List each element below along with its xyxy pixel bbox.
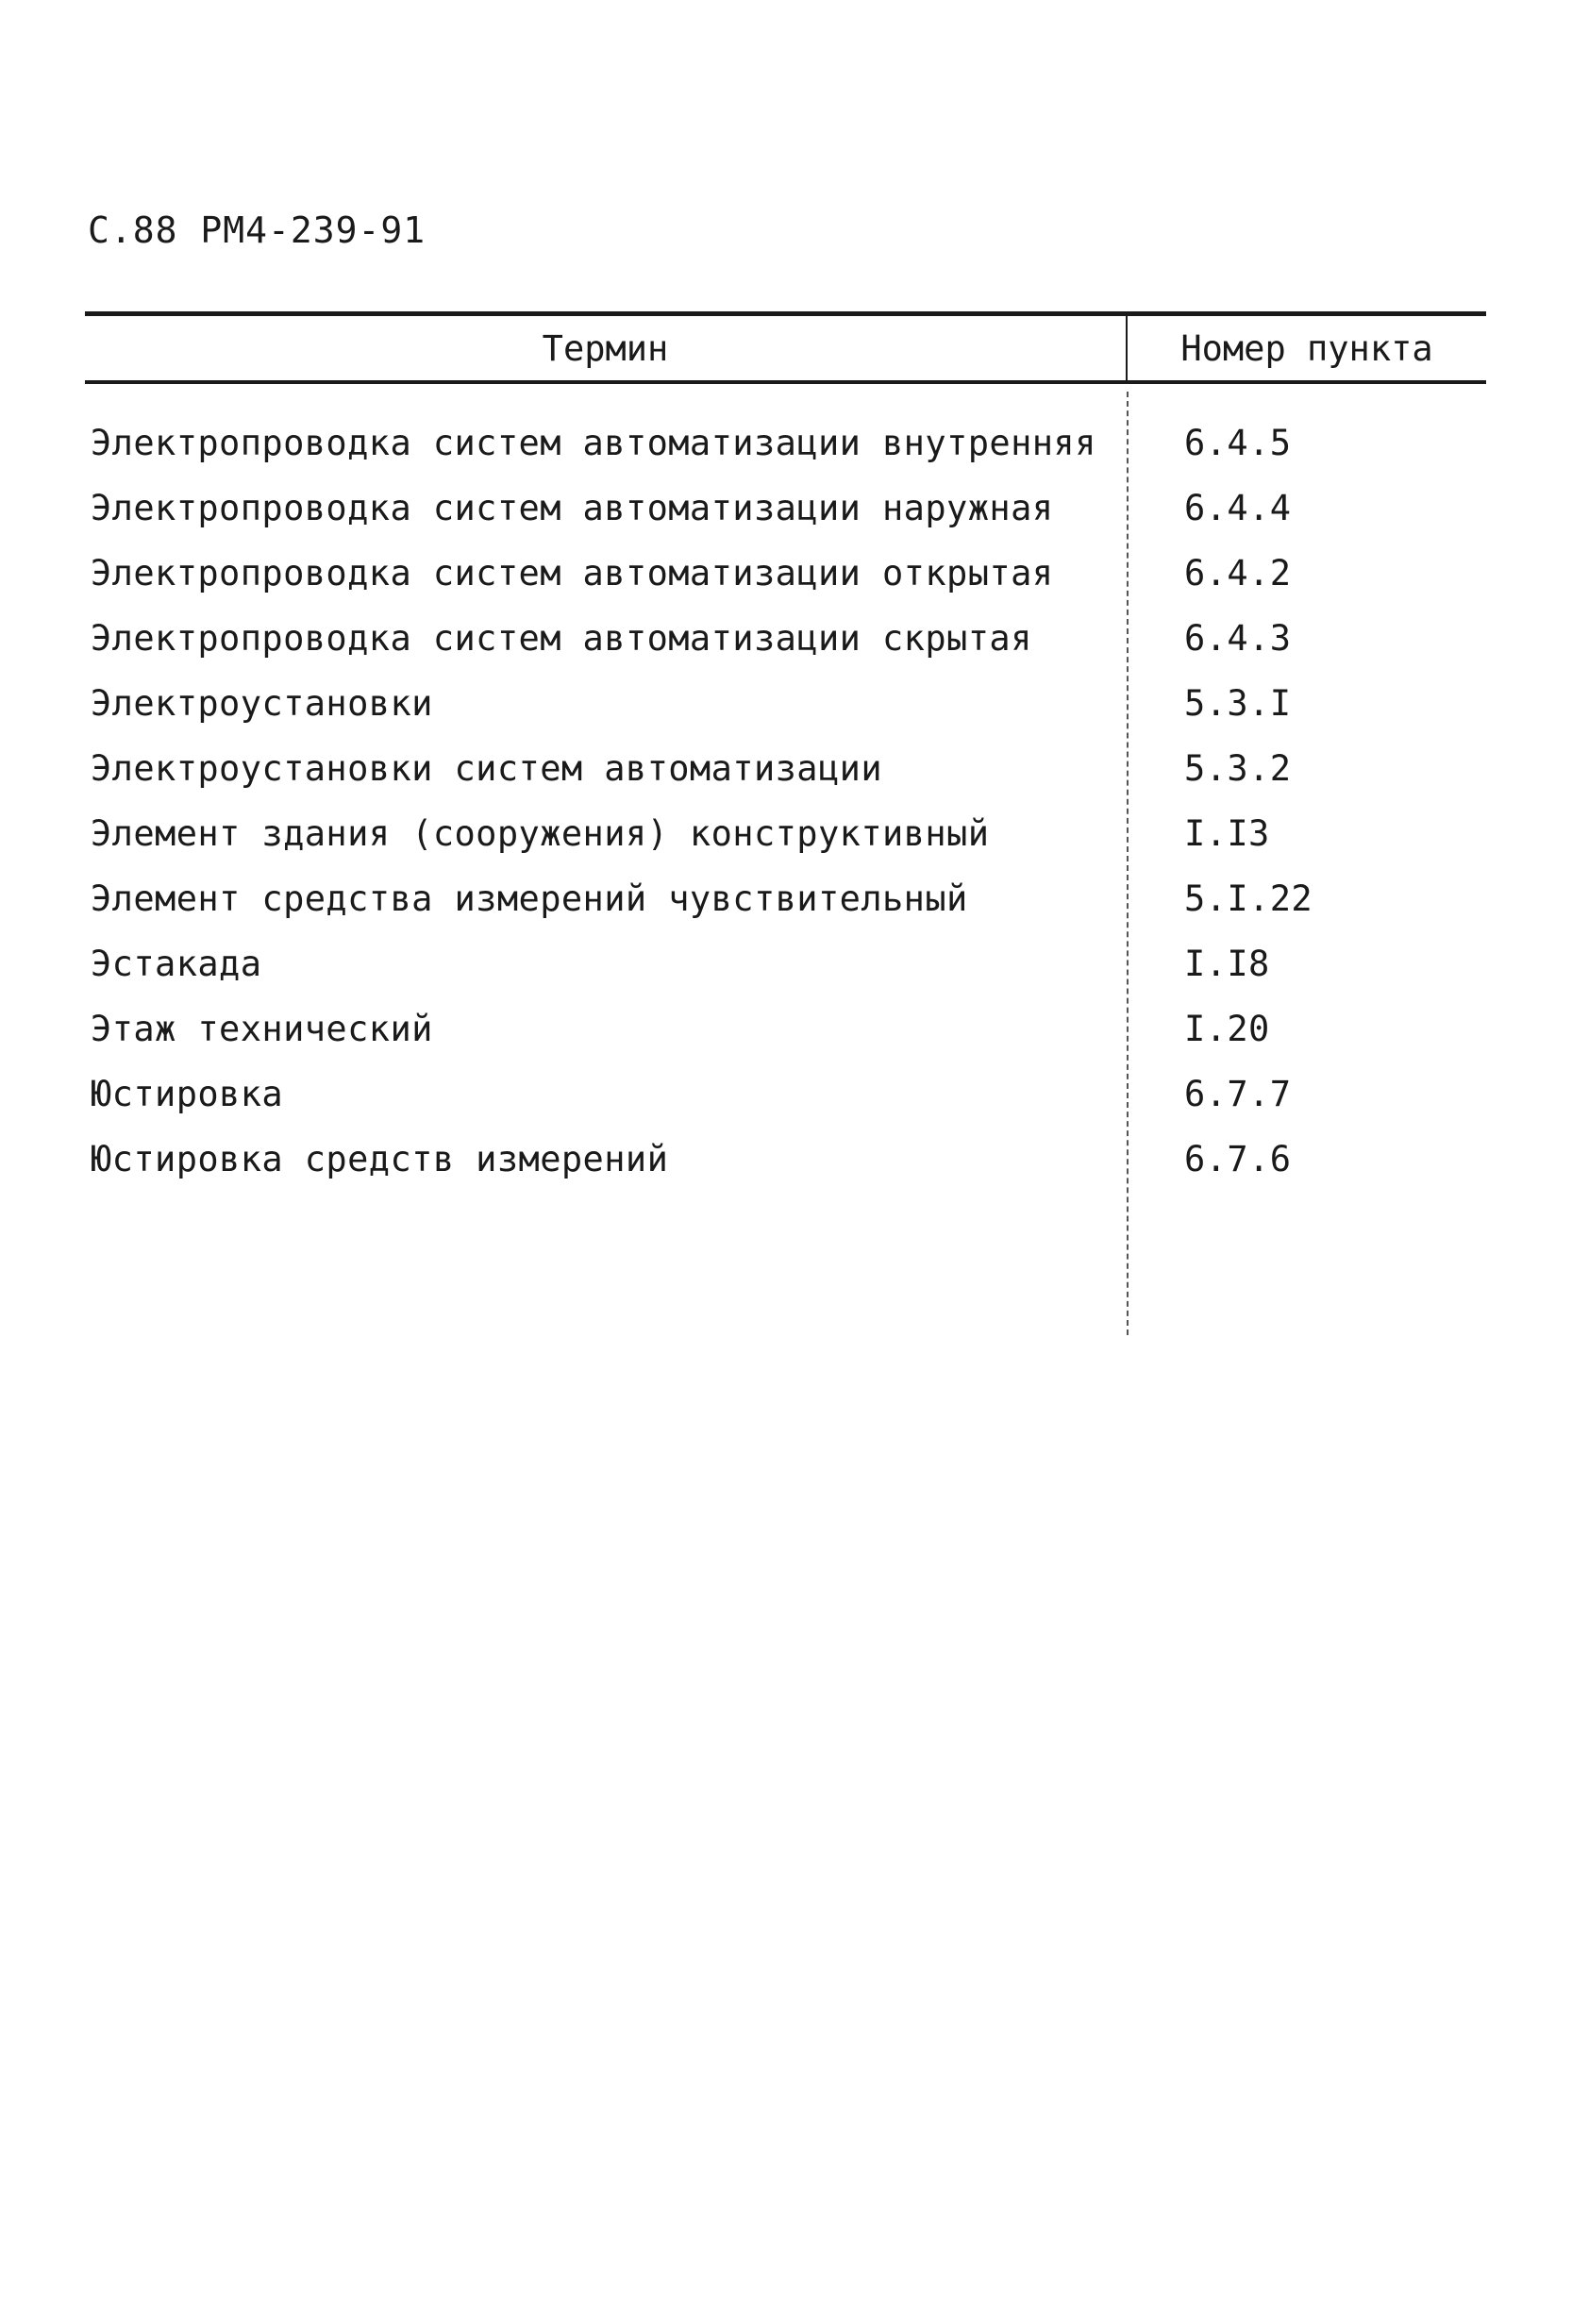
table-row bbox=[85, 482, 1486, 547]
term-cell: Элемент средства измерений чувствительный bbox=[91, 878, 968, 919]
table-row bbox=[85, 612, 1486, 677]
table-body bbox=[85, 417, 1486, 1198]
column-header-number: Номер пункта bbox=[1180, 328, 1433, 369]
number-cell: 5.I.22 bbox=[1184, 878, 1313, 919]
number-cell: 6.4.5 bbox=[1184, 423, 1292, 463]
number-cell: 6.7.6 bbox=[1184, 1139, 1292, 1179]
term-cell: Электропроводка систем автоматизации скрытая bbox=[91, 618, 1032, 659]
number-cell: 5.3.2 bbox=[1184, 748, 1292, 789]
page-header: С.88 РМ4-239-91 bbox=[88, 209, 426, 251]
number-cell: 6.4.4 bbox=[1184, 488, 1292, 528]
term-cell: Юстировка bbox=[91, 1074, 284, 1114]
table-top-rule bbox=[85, 311, 1486, 316]
term-cell: Юстировка средств измерений bbox=[91, 1139, 669, 1179]
term-cell: Электропроводка систем автоматизации внутренняя bbox=[91, 423, 1096, 463]
term-cell: Эстакада bbox=[91, 944, 262, 984]
table-row bbox=[85, 417, 1486, 482]
term-cell: Электропроводка систем автоматизации наружная bbox=[91, 488, 1054, 528]
table-row bbox=[85, 677, 1486, 743]
number-cell: I.I3 bbox=[1184, 813, 1270, 854]
table-row bbox=[85, 938, 1486, 1003]
term-cell: Элемент здания (сооружения) конструктивный bbox=[91, 813, 990, 854]
table-row bbox=[85, 743, 1486, 808]
term-cell: Электроустановки систем автоматизации bbox=[91, 748, 883, 789]
table-row bbox=[85, 547, 1486, 612]
table-row bbox=[85, 1003, 1486, 1068]
table-row bbox=[85, 1068, 1486, 1133]
table-row bbox=[85, 808, 1486, 873]
table-row bbox=[85, 1133, 1486, 1198]
term-cell: Электроустановки bbox=[91, 683, 433, 724]
column-header-term: Термин bbox=[542, 328, 669, 369]
table-header-rule bbox=[85, 380, 1486, 384]
number-cell: 6.7.7 bbox=[1184, 1074, 1292, 1114]
term-cell: Этаж технический bbox=[91, 1009, 433, 1049]
number-cell: I.I8 bbox=[1184, 944, 1270, 984]
number-cell: I.20 bbox=[1184, 1009, 1270, 1049]
term-cell: Электропроводка систем автоматизации открытая bbox=[91, 553, 1054, 594]
table-row bbox=[85, 873, 1486, 938]
number-cell: 6.4.3 bbox=[1184, 618, 1292, 659]
number-cell: 6.4.2 bbox=[1184, 553, 1292, 594]
number-cell: 5.3.I bbox=[1184, 683, 1292, 724]
